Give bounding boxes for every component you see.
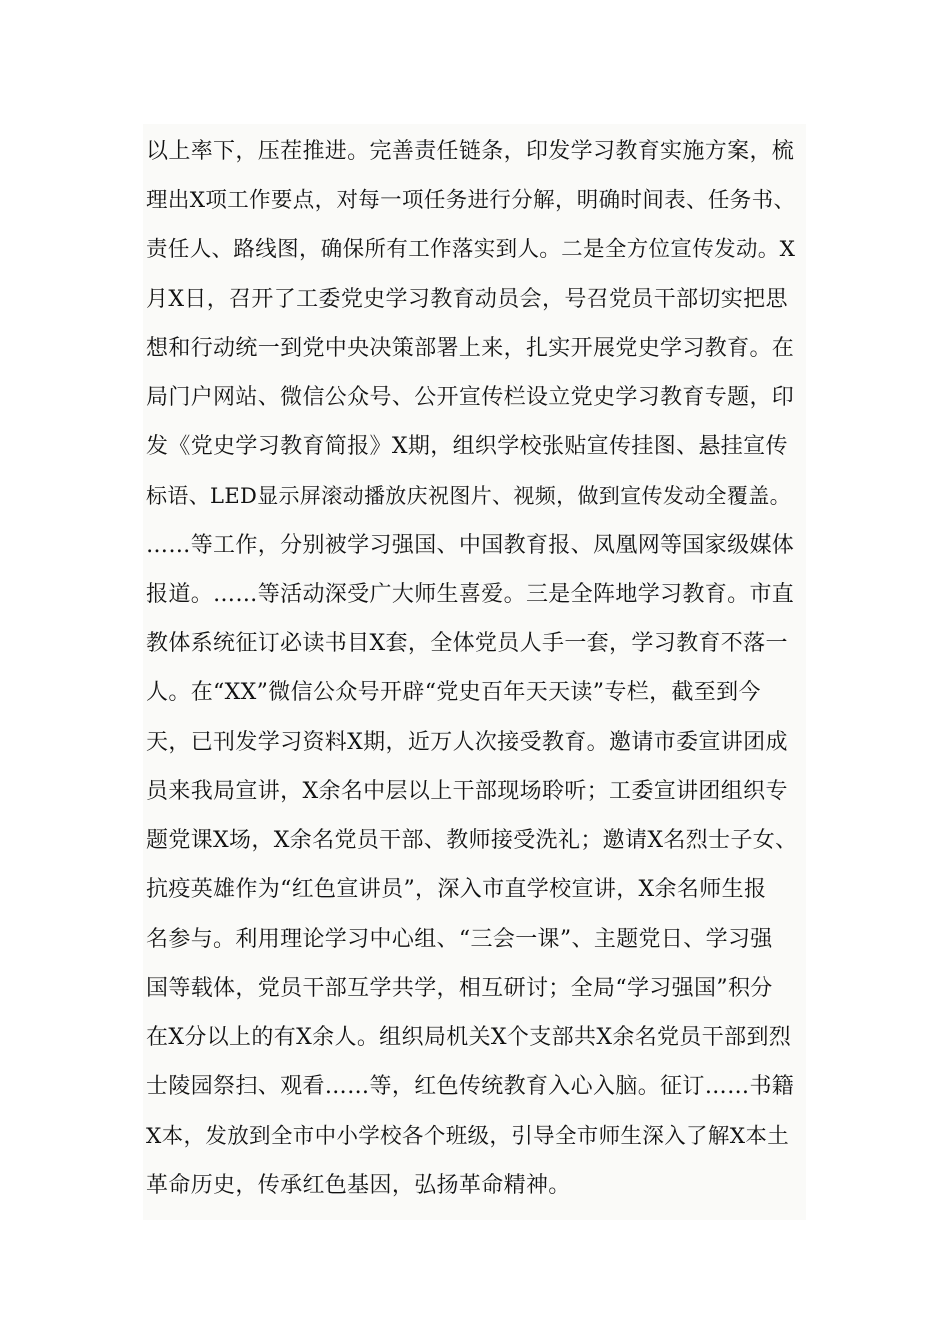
text-line: 局门户网站、微信公众号、公开宣传栏设立党史学习教育专题，印 [146, 385, 795, 410]
text-line: 国等载体，党员干部互学共学，相互研讨；全局“学习强国”积分 [146, 976, 773, 1001]
text-line: 标语、LED显示屏滚动播放庆祝图片、视频，做到宣传发动全覆盖。 [146, 484, 791, 508]
text-line: 抗疫英雄作为“红色宣讲员”，深入市直学校宣讲，X余名师生报 [146, 877, 767, 902]
text-line: 革命历史，传承红色基因，弘扬革命精神。 [146, 1173, 571, 1198]
text-line: 士陵园祭扫、观看……等，红色传统教育入心入脑。征订……书籍 [146, 1074, 795, 1099]
text-line: 以上率下，压茬推进。完善责任链条，印发学习教育实施方案，梳 [146, 139, 795, 164]
text-line: 理出X项工作要点，对每一项任务进行分解，明确时间表、任务书、 [146, 188, 796, 213]
text-line: X本，发放到全市中小学校各个班级，引导全市师生深入了解X本土 [146, 1124, 790, 1149]
text-line: 教体系统征订必读书目X套，全体党员人手一套，学习教育不落一 [146, 631, 788, 656]
text-line: 发《党史学习教育简报》X期，组织学校张贴宣传挂图、悬挂宣传 [146, 434, 788, 459]
text-line: 想和行动统一到党中央决策部署上来，扎实开展党史学习教育。在 [146, 336, 795, 361]
text-line: 责任人、路线图，确保所有工作落实到人。二是全方位宣传发动。X [146, 237, 796, 262]
text-line: 月X日，召开了工委党史学习教育动员会，号召党员干部切实把思 [146, 287, 788, 312]
text-line: 名参与。利用理论学习中心组、“三会一课”、主题党日、学习强 [146, 927, 773, 952]
text-line: 报道。……等活动深受广大师生喜爱。三是全阵地学习教育。市直 [146, 582, 795, 607]
text-line: 在X分以上的有X余人。组织局机关X个支部共X余名党员干部到烈 [146, 1025, 792, 1050]
text-line: ……等工作，分别被学习强国、中国教育报、凤凰网等国家级媒体 [146, 533, 795, 558]
text-line: 天，已刊发学习资料X期，近万人次接受教育。邀请市委宣讲团成 [146, 730, 788, 755]
text-line: 人。在“XX”微信公众号开辟“党史百年天天读”专栏，截至到今 [146, 680, 761, 705]
text-line: 题党课X场，X余名党员干部、教师接受洗礼；邀请X名烈士子女、 [146, 828, 798, 853]
text-line: 员来我局宣讲，X余名中层以上干部现场聆听；工委宣讲团组织专 [146, 779, 788, 804]
body-text-block [143, 124, 806, 1220]
